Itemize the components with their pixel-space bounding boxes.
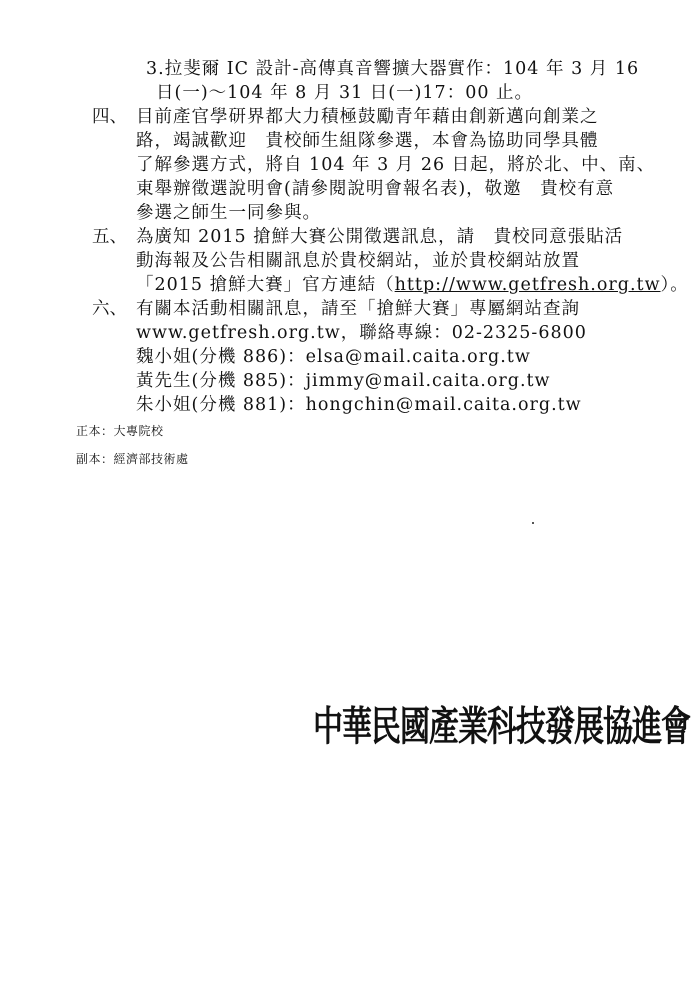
- item3-line1: 3.拉斐爾 IC 設計-高傳真音響擴大器實作：104 年 3 月 16: [146, 59, 640, 79]
- item5-line1: 為廣知 2015 搶鮮大賽公開徵選訊息，請 貴校同意張貼活: [136, 227, 624, 247]
- contact-zhu: 朱小姐(分機 881)：hongchin@mail.caita.org.tw: [136, 395, 582, 415]
- item6-line1: 有關本活動相關訊息，請至「搶鮮大賽」專屬網站查詢: [136, 299, 580, 319]
- item5-line3-suffix: ）。: [660, 275, 689, 295]
- item4-line1: 目前產官學研界都大力積極鼓勵青年藉由創新邁向創業之: [136, 107, 599, 127]
- organization-seal: 中華民國產業科技發展協進會: [313, 703, 690, 751]
- item4-line4: 東舉辦徵選說明會(請參閱說明會報名表)，敬邀 貴校有意: [136, 179, 615, 199]
- scan-speck: [532, 522, 534, 524]
- item4-line3: 了解參選方式，將自 104 年 3 月 26 日起，將於北、中、南、: [136, 155, 656, 175]
- item6-line2: www.getfresh.org.tw，聯絡專線：02-2325-6800: [136, 323, 587, 343]
- item5-line3-prefix: 「2015 搶鮮大賽」官方連結（: [136, 275, 395, 295]
- item5-line2: 動海報及公告相關訊息於貴校網站，並於貴校網站放置: [136, 251, 580, 271]
- item5-marker: 五、: [92, 227, 127, 247]
- item4-line5: 參選之師生一同參與。: [136, 203, 321, 223]
- recipient-copy: 副本：經濟部技術處: [76, 452, 189, 466]
- item3-line2: 日(一)～104 年 8 月 31 日(一)17：00 止。: [156, 83, 534, 103]
- contact-huang: 黃先生(分機 885)：jimmy@mail.caita.org.tw: [136, 371, 551, 391]
- official-site-link[interactable]: http://www.getfresh.org.tw: [394, 275, 661, 295]
- item4-marker: 四、: [92, 107, 127, 127]
- recipient-primary: 正本：大專院校: [76, 424, 164, 438]
- contact-wei: 魏小姐(分機 886)：elsa@mail.caita.org.tw: [136, 347, 531, 367]
- item6-marker: 六、: [92, 299, 127, 319]
- item4-line2: 路，竭誠歡迎 貴校師生組隊參選，本會為協助同學具體: [136, 131, 599, 151]
- item5-line3: [136, 274, 689, 296]
